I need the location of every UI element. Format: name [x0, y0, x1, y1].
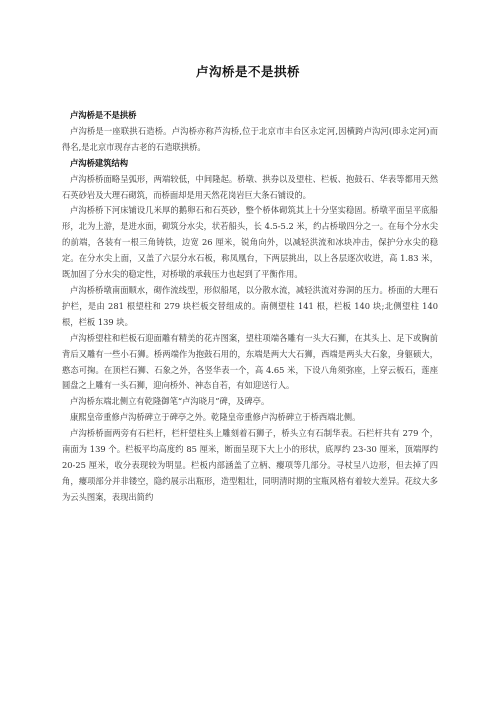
paragraph-pier-south: 卢沟桥桥墩南面顺水，砌作流线型，形似船尾，以分散水流，减轻洪流对券洞的压力。桥面的大理石护栏，是由 281 根望柱和 279 块栏板交替组成的。南侧望柱 141 根，栏板 140 块;北侧望柱 140 根，栏板 139 块。	[62, 284, 438, 327]
paragraph-pier-foundation: 卢沟桥桥下河床铺设几米厚的鹅卵石和石英砂，整个桥体砌筑其上十分坚实稳固。桥墩平面呈平底船形，北为上游，是进水面，砌筑分水尖，状若船头，长 4.5-5.2 米，约占桥墩四分之一。在每个分水尖的前端，各装有一根三角铸铁，边宽 26 厘米，锐角向外，以减轻洪流和冰块冲击，保护分水尖的稳定。在分水尖上面，又盖了六层分水石板，称凤凰台，下两层挑出，以上各层逐次收进，高 1.83 米，既加固了分水尖的稳定性，对桥墩的承载压力也起到了平衡作用。	[62, 205, 438, 280]
paragraph-intro: 卢沟桥是一座联拱石造桥。卢沟桥亦称芦沟桥,位于北京市丰台区永定河,因横跨卢沟河(即永定河)而得名,是北京市现存古老的石造联拱桥。	[62, 125, 438, 152]
section-heading-structure: 卢沟桥建筑结构	[70, 157, 129, 168]
paragraph-lion-carvings: 卢沟桥望柱和栏板石迎面雕有精美的花卉图案，望柱项端各雕有一头大石狮，在其头上、足下或胸前背后又雕有一些小石狮。桥两端作为抱鼓石用的，东端是两大大石狮，西端是两头大石象，身躯硕大，憨态可掬。在顶栏石狮、石象之外，各竖华表一个，高 4.65 米，下设八角须弥座，上穿云板石，莲座圆盘之上雕有一头石狮，迎向桥外、神态自若，有如迎送行人。	[62, 332, 438, 391]
document-body	[62, 108, 438, 506]
section-heading-intro: 卢沟桥是不是拱桥	[70, 110, 137, 120]
paragraph-bridge-surface: 卢沟桥桥面略呈弧形，两端较低，中间隆起。桥墩、拱券以及望柱、栏板、抱鼓石、华表等都用天然石英砂岩及大理石砌筑，而桥面却是用天然花岗岩巨大条石铺设的。	[62, 173, 438, 200]
page-title: 卢沟桥是不是拱桥	[195, 64, 300, 79]
paragraph-stele: 卢沟桥东端北侧立有乾隆御笔“卢沟晓月”碑，及碑亭。	[70, 396, 270, 407]
paragraph-railings: 卢沟桥桥面两旁有石栏杆，栏杆望柱头上雕刻着石狮子，桥头立有石制华表。石栏杆共有 279 个，南面为 139 个。栏板平均高度约 85 厘米，断面呈现下大上小的形状，底厚约 23-30 厘米，顶端厚约 20-25 厘米，收分表现较为明显。栏板内部涵盖了立柄、瘿项等几部分。寻杖呈八边形，但去掉了四角，瘿项部分并非镂空，隐约展示出瓶形，造型粗壮，同明清时期的宝瓶风格有着较大差异。花纹大多为云头图案，表现出简约	[62, 428, 438, 502]
paragraph-kangxi-stele: 康熙皇帝重修卢沟桥碑立于碑亭之外。乾隆皇帝重修卢沟桥碑立于桥西端北侧。	[70, 412, 361, 423]
